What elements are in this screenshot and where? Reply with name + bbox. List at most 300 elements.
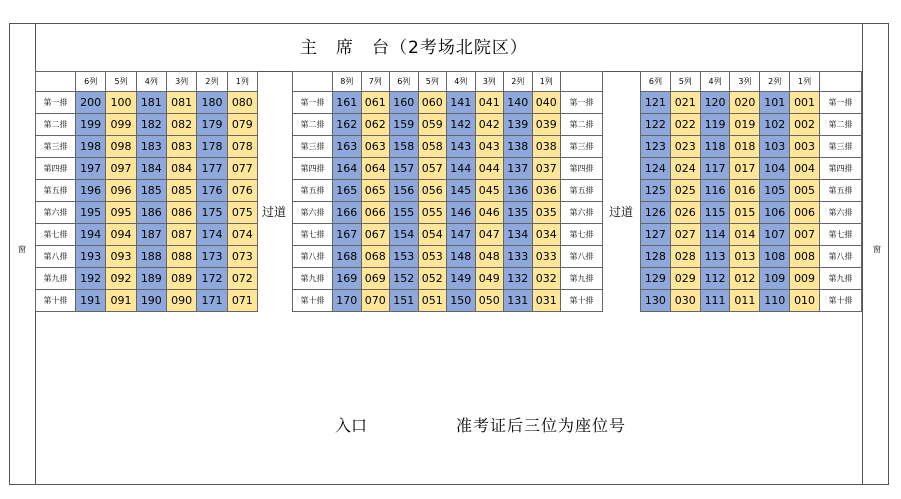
seat-cell: 032: [532, 268, 561, 290]
seat-cell: 051: [418, 290, 447, 312]
seat-cell: 029: [670, 268, 700, 290]
column-header: 5列: [670, 72, 700, 92]
row-label: 第九排: [820, 268, 862, 290]
seat-cell: 024: [670, 158, 700, 180]
seat-cell: 148: [447, 246, 476, 268]
header-row: [36, 72, 258, 92]
seat-cell: 084: [166, 158, 196, 180]
seat-cell: 022: [670, 114, 700, 136]
seat-cell: 085: [166, 180, 196, 202]
seat-cell: 131: [504, 290, 533, 312]
seat-cell: 043: [475, 136, 504, 158]
seat-cell: 103: [760, 136, 790, 158]
seat-cell: 086: [166, 202, 196, 224]
column-header: 3列: [475, 72, 504, 92]
seat-cell: 178: [197, 136, 227, 158]
seat-cell: 115: [700, 202, 730, 224]
seat-cell: 069: [361, 268, 390, 290]
seat-cell: 050: [475, 290, 504, 312]
seat-cell: 150: [447, 290, 476, 312]
seat-cell: 166: [333, 202, 362, 224]
seat-row: [293, 202, 603, 224]
seat-cell: 160: [390, 92, 419, 114]
seat-row: [36, 136, 258, 158]
seat-cell: 072: [227, 268, 257, 290]
seat-cell: 054: [418, 224, 447, 246]
row-label: 第八排: [820, 246, 862, 268]
seat-cell: 049: [475, 268, 504, 290]
header-row: [293, 72, 603, 92]
row-label: 第二排: [561, 114, 603, 136]
seat-cell: 047: [475, 224, 504, 246]
seat-row: [293, 92, 603, 114]
seat-cell: 082: [166, 114, 196, 136]
seat-cell: 183: [136, 136, 166, 158]
column-header: 1列: [532, 72, 561, 92]
seat-cell: 006: [790, 202, 820, 224]
seat-cell: 176: [197, 180, 227, 202]
seat-cell: 090: [166, 290, 196, 312]
seat-cell: 091: [106, 290, 136, 312]
seat-cell: 062: [361, 114, 390, 136]
seating-block-middle: [292, 71, 603, 312]
seat-cell: 112: [700, 268, 730, 290]
seat-cell: 105: [760, 180, 790, 202]
seat-row: [641, 246, 862, 268]
seat-cell: 064: [361, 158, 390, 180]
seat-cell: 122: [641, 114, 671, 136]
seat-cell: 168: [333, 246, 362, 268]
seat-row: [293, 158, 603, 180]
seat-cell: 092: [106, 268, 136, 290]
seat-cell: 177: [197, 158, 227, 180]
seat-cell: 164: [333, 158, 362, 180]
column-header: 4列: [136, 72, 166, 92]
seat-cell: 119: [700, 114, 730, 136]
seat-cell: 009: [790, 268, 820, 290]
column-header: 1列: [227, 72, 257, 92]
header-corner: [561, 72, 603, 92]
seat-cell: 125: [641, 180, 671, 202]
seat-cell: 011: [730, 290, 760, 312]
seat-cell: 044: [475, 158, 504, 180]
seat-cell: 200: [76, 92, 106, 114]
seat-cell: 174: [197, 224, 227, 246]
seat-cell: 037: [532, 158, 561, 180]
seat-cell: 030: [670, 290, 700, 312]
seat-cell: 061: [361, 92, 390, 114]
seat-cell: 151: [390, 290, 419, 312]
seat-cell: 075: [227, 202, 257, 224]
seat-cell: 031: [532, 290, 561, 312]
seat-row: [641, 290, 862, 312]
seat-cell: 161: [333, 92, 362, 114]
seat-cell: 130: [641, 290, 671, 312]
seat-cell: 021: [670, 92, 700, 114]
seat-cell: 199: [76, 114, 106, 136]
seat-cell: 080: [227, 92, 257, 114]
seat-cell: 191: [76, 290, 106, 312]
seat-row: [641, 202, 862, 224]
seat-cell: 016: [730, 180, 760, 202]
seat-cell: 184: [136, 158, 166, 180]
seat-cell: 136: [504, 180, 533, 202]
row-label: 第三排: [293, 136, 333, 158]
seat-row: [293, 224, 603, 246]
seat-cell: 007: [790, 224, 820, 246]
seat-row: [36, 202, 258, 224]
seat-cell: 153: [390, 246, 419, 268]
row-label: 第九排: [293, 268, 333, 290]
seat-cell: 132: [504, 268, 533, 290]
seat-cell: 036: [532, 180, 561, 202]
seat-cell: 172: [197, 268, 227, 290]
seat-row: [293, 114, 603, 136]
header-row: [641, 72, 862, 92]
seat-cell: 181: [136, 92, 166, 114]
seat-cell: 083: [166, 136, 196, 158]
column-header: 5列: [106, 72, 136, 92]
seat-cell: 087: [166, 224, 196, 246]
seat-row: [293, 136, 603, 158]
seat-cell: 099: [106, 114, 136, 136]
seat-cell: 144: [447, 158, 476, 180]
seat-cell: 162: [333, 114, 362, 136]
row-label: 第五排: [293, 180, 333, 202]
seat-cell: 171: [197, 290, 227, 312]
row-label: 第三排: [36, 136, 76, 158]
seat-cell: 073: [227, 246, 257, 268]
row-label: 第八排: [36, 246, 76, 268]
column-header: 4列: [447, 72, 476, 92]
seat-cell: 065: [361, 180, 390, 202]
seat-cell: 134: [504, 224, 533, 246]
row-label: 第六排: [820, 202, 862, 224]
seat-cell: 028: [670, 246, 700, 268]
window-label-right: 窗: [873, 245, 881, 254]
seat-row: [641, 92, 862, 114]
seat-cell: 173: [197, 246, 227, 268]
seat-cell: 095: [106, 202, 136, 224]
seat-cell: 192: [76, 268, 106, 290]
seat-cell: 106: [760, 202, 790, 224]
seat-cell: 188: [136, 246, 166, 268]
seat-row: [36, 114, 258, 136]
seat-cell: 127: [641, 224, 671, 246]
seat-cell: 195: [76, 202, 106, 224]
column-header: 2列: [504, 72, 533, 92]
seat-cell: 081: [166, 92, 196, 114]
seat-number-note: 准考证后三位为座位号: [456, 416, 627, 435]
seat-row: [641, 180, 862, 202]
seat-cell: 155: [390, 202, 419, 224]
seat-cell: 057: [418, 158, 447, 180]
seat-cell: 108: [760, 246, 790, 268]
seat-cell: 055: [418, 202, 447, 224]
seat-cell: 068: [361, 246, 390, 268]
seat-cell: 165: [333, 180, 362, 202]
seat-row: [293, 246, 603, 268]
seat-cell: 133: [504, 246, 533, 268]
seat-cell: 058: [418, 136, 447, 158]
column-header: 3列: [730, 72, 760, 92]
seat-cell: 170: [333, 290, 362, 312]
row-label: 第七排: [36, 224, 76, 246]
seat-cell: 156: [390, 180, 419, 202]
row-label: 第一排: [820, 92, 862, 114]
seat-cell: 182: [136, 114, 166, 136]
seat-cell: 077: [227, 158, 257, 180]
row-label: 第七排: [561, 224, 603, 246]
window-label-left: 窗: [18, 245, 26, 254]
seat-cell: 079: [227, 114, 257, 136]
seat-row: [36, 224, 258, 246]
seat-cell: 003: [790, 136, 820, 158]
seat-row: [36, 268, 258, 290]
seat-cell: 140: [504, 92, 533, 114]
seat-cell: 113: [700, 246, 730, 268]
seat-cell: 052: [418, 268, 447, 290]
seat-cell: 175: [197, 202, 227, 224]
column-header: 2列: [197, 72, 227, 92]
seat-cell: 027: [670, 224, 700, 246]
row-label: 第八排: [561, 246, 603, 268]
seat-cell: 019: [730, 114, 760, 136]
column-header: 6列: [641, 72, 671, 92]
seat-cell: 196: [76, 180, 106, 202]
seat-cell: 104: [760, 158, 790, 180]
row-label: 第二排: [820, 114, 862, 136]
seating-block-right: [640, 71, 862, 312]
column-header: 6列: [390, 72, 419, 92]
seat-cell: 102: [760, 114, 790, 136]
row-label: 第九排: [561, 268, 603, 290]
seat-cell: 128: [641, 246, 671, 268]
seat-cell: 053: [418, 246, 447, 268]
seat-cell: 197: [76, 158, 106, 180]
row-label: 第四排: [561, 158, 603, 180]
seat-cell: 005: [790, 180, 820, 202]
seat-cell: 004: [790, 158, 820, 180]
row-label: 第九排: [36, 268, 76, 290]
seat-cell: 067: [361, 224, 390, 246]
row-label: 第六排: [293, 202, 333, 224]
seat-cell: 015: [730, 202, 760, 224]
seat-cell: 025: [670, 180, 700, 202]
row-label: 第一排: [293, 92, 333, 114]
seat-cell: 126: [641, 202, 671, 224]
seat-cell: 002: [790, 114, 820, 136]
seat-cell: 189: [136, 268, 166, 290]
seat-cell: 042: [475, 114, 504, 136]
seat-cell: 147: [447, 224, 476, 246]
seat-cell: 121: [641, 92, 671, 114]
seat-cell: 100: [106, 92, 136, 114]
column-header: 2列: [760, 72, 790, 92]
row-label: 第十排: [820, 290, 862, 312]
aisle-label-left: 过道: [262, 205, 287, 219]
seat-row: [36, 158, 258, 180]
seat-row: [641, 114, 862, 136]
column-header: 3列: [166, 72, 196, 92]
seat-cell: 035: [532, 202, 561, 224]
seat-cell: 123: [641, 136, 671, 158]
seat-cell: 109: [760, 268, 790, 290]
seat-cell: 094: [106, 224, 136, 246]
seat-cell: 145: [447, 180, 476, 202]
seat-cell: 060: [418, 92, 447, 114]
row-label: 第八排: [293, 246, 333, 268]
seat-cell: 098: [106, 136, 136, 158]
seat-cell: 093: [106, 246, 136, 268]
seat-cell: 143: [447, 136, 476, 158]
seat-cell: 158: [390, 136, 419, 158]
seat-row: [36, 180, 258, 202]
seat-cell: 111: [700, 290, 730, 312]
row-label: 第十排: [293, 290, 333, 312]
seat-cell: 142: [447, 114, 476, 136]
seat-row: [36, 290, 258, 312]
seat-cell: 129: [641, 268, 671, 290]
seat-cell: 020: [730, 92, 760, 114]
seat-cell: 135: [504, 202, 533, 224]
header-corner: [36, 72, 76, 92]
seat-cell: 159: [390, 114, 419, 136]
seat-row: [641, 158, 862, 180]
row-label: 第七排: [820, 224, 862, 246]
seat-cell: 039: [532, 114, 561, 136]
row-label: 第三排: [820, 136, 862, 158]
seat-cell: 041: [475, 92, 504, 114]
seat-row: [293, 180, 603, 202]
seat-cell: 013: [730, 246, 760, 268]
seat-cell: 194: [76, 224, 106, 246]
seat-cell: 071: [227, 290, 257, 312]
row-label: 第六排: [561, 202, 603, 224]
seat-cell: 107: [760, 224, 790, 246]
seat-cell: 097: [106, 158, 136, 180]
seat-cell: 152: [390, 268, 419, 290]
row-label: 第一排: [36, 92, 76, 114]
seat-row: [293, 290, 603, 312]
seat-cell: 066: [361, 202, 390, 224]
seat-cell: 096: [106, 180, 136, 202]
header-corner: [820, 72, 862, 92]
seat-cell: 078: [227, 136, 257, 158]
seat-cell: 018: [730, 136, 760, 158]
column-header: 8列: [333, 72, 362, 92]
column-header: 7列: [361, 72, 390, 92]
column-header: 6列: [76, 72, 106, 92]
seat-cell: 167: [333, 224, 362, 246]
seat-cell: 193: [76, 246, 106, 268]
seat-cell: 114: [700, 224, 730, 246]
right-margin-line: [862, 23, 863, 485]
row-label: 第一排: [561, 92, 603, 114]
seat-cell: 033: [532, 246, 561, 268]
seat-cell: 038: [532, 136, 561, 158]
seat-cell: 185: [136, 180, 166, 202]
seat-row: [641, 224, 862, 246]
seat-row: [36, 92, 258, 114]
seat-cell: 141: [447, 92, 476, 114]
column-header: 1列: [790, 72, 820, 92]
seat-cell: 008: [790, 246, 820, 268]
seat-row: [36, 246, 258, 268]
seat-cell: 048: [475, 246, 504, 268]
seat-cell: 074: [227, 224, 257, 246]
seat-cell: 116: [700, 180, 730, 202]
seat-cell: 076: [227, 180, 257, 202]
seat-cell: 017: [730, 158, 760, 180]
seat-cell: 157: [390, 158, 419, 180]
seat-row: [641, 268, 862, 290]
seat-cell: 146: [447, 202, 476, 224]
seat-cell: 110: [760, 290, 790, 312]
seat-cell: 117: [700, 158, 730, 180]
seat-cell: 163: [333, 136, 362, 158]
row-label: 第四排: [36, 158, 76, 180]
seat-cell: 046: [475, 202, 504, 224]
row-label: 第二排: [36, 114, 76, 136]
seat-cell: 138: [504, 136, 533, 158]
seat-cell: 198: [76, 136, 106, 158]
seat-cell: 124: [641, 158, 671, 180]
seating-block-left: [35, 71, 258, 312]
seat-cell: 190: [136, 290, 166, 312]
seat-cell: 063: [361, 136, 390, 158]
seat-cell: 179: [197, 114, 227, 136]
seat-cell: 034: [532, 224, 561, 246]
page-title: 主 席 台（2考场北院区）: [300, 38, 528, 58]
seat-cell: 014: [730, 224, 760, 246]
entrance-label: 入口: [335, 416, 368, 435]
seat-cell: 056: [418, 180, 447, 202]
row-label: 第四排: [293, 158, 333, 180]
row-label: 第四排: [820, 158, 862, 180]
seat-cell: 169: [333, 268, 362, 290]
seat-cell: 186: [136, 202, 166, 224]
header-corner: [293, 72, 333, 92]
seat-cell: 139: [504, 114, 533, 136]
seat-cell: 012: [730, 268, 760, 290]
seat-cell: 154: [390, 224, 419, 246]
seat-cell: 070: [361, 290, 390, 312]
seat-cell: 149: [447, 268, 476, 290]
seat-cell: 026: [670, 202, 700, 224]
row-label: 第三排: [561, 136, 603, 158]
seat-cell: 010: [790, 290, 820, 312]
column-header: 4列: [700, 72, 730, 92]
seat-cell: 180: [197, 92, 227, 114]
seat-cell: 001: [790, 92, 820, 114]
row-label: 第五排: [820, 180, 862, 202]
seat-row: [293, 268, 603, 290]
seat-cell: 023: [670, 136, 700, 158]
aisle-label-right: 过道: [609, 205, 634, 219]
column-header: 5列: [418, 72, 447, 92]
seat-cell: 089: [166, 268, 196, 290]
row-label: 第五排: [36, 180, 76, 202]
seat-cell: 040: [532, 92, 561, 114]
row-label: 第十排: [561, 290, 603, 312]
seat-row: [641, 136, 862, 158]
seat-cell: 187: [136, 224, 166, 246]
row-label: 第五排: [561, 180, 603, 202]
seat-cell: 059: [418, 114, 447, 136]
seat-cell: 045: [475, 180, 504, 202]
row-label: 第十排: [36, 290, 76, 312]
